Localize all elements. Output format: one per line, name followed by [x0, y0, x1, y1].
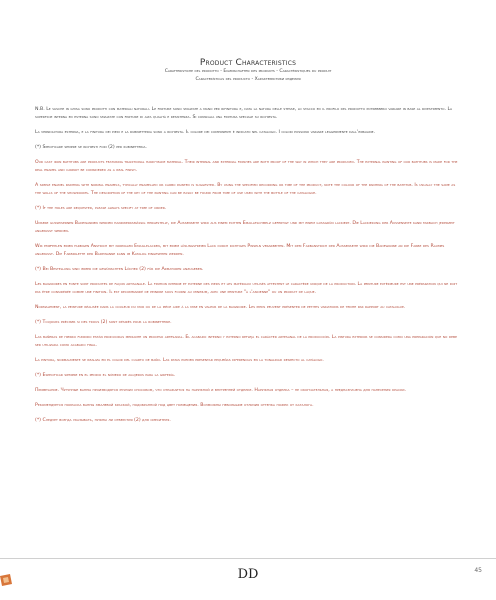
paragraph: Normalement, la peinture réalisée dans la couleur du mur ou de la pièce aide à la mise en valeur de la baignoire. Les pieds peuvent présenter de petites variations de teinte par rapport au catalogue. [35, 305, 406, 310]
brand-logo [230, 565, 266, 581]
paragraph: Примечание. Чугунные ванны производятся ручным способом, что отражается на наружной и внутренней отделке. Наружная отделка – не окончательная, а предназначена для нанесения краски. [35, 388, 406, 393]
paragraph: (*) Следует всегда указывать, нужны ли отверстия (2) для смесителя. [35, 418, 171, 423]
paragraph: Unsere gusseisernen Badewannen werden handwerksmäßig hergestellt, die Aussenseite wird aus einem echten Emailleschmelz gefertigt und mit einem gussgrün lackiert. Die Lackierung der Aussenseite kann farblich jederzeit angepasst werden. [35, 221, 455, 234]
corner-tab-icon [0, 574, 12, 586]
paragraph: (*) Bei Bestellung sind immer die gewünschten Löcher (2) für die Armaturen anzugeben. [35, 267, 204, 272]
footer-divider [0, 558, 496, 559]
paragraph: Les baignoires en fonte sont produites de façon artisanale. La finition interne et externe des pieds et les matériaux utilisés attestent le caractère unique de la production. La peinture extérieure est une préparation qui ne doit pas être considérée comme une finition. Il est recommandé de peindre sous fourni au minimum, avec une peinture "à l'ancienne" ou un produit de laque. [35, 282, 458, 295]
paragraph: La pintura, normalmente se realiza en el color del cuarto de baño. Las patas pueden presentar pequeñas diferencias en la tonalidad respecto al catálogo. [35, 358, 324, 363]
paragraph: (*) Especificar siempre en el pedido el número de agujeros para la grifería. [35, 373, 176, 378]
paragraph: Wir empfehlen einen farbigen Anstrich mit normalen Emaillelacken, mit einem lösungsfreien Lack durch richtiges Pinseln verarbeiten. Mit dem Farbanstrich der Aussenseite wird die Badewanne an die Farbe des Raumes angepasst. Die Farbpalette der Badewanne kann im Katalog eingesehen werden. [35, 244, 445, 257]
page-subtitle-line-1: Caratteristiche del prodotto - Eigenschaften des produkts - Caractéristiques du produit [164, 69, 332, 74]
page-number: 45 [474, 567, 482, 574]
paragraph: Las bañeras de hierro fundido están producidas mediante un proceso artesanal. El acabado interno y externo refleja el carácter artesanal de la producción. La pintura exterior se considera como una preparación que no debe ser utilizada como acabado final. [35, 335, 458, 348]
page-subtitle-line-2: Características del producto - Характеристики изделия [195, 77, 301, 82]
page-header [0, 58, 496, 84]
paragraph: (*) Specificare sempre se richiesti fori (2) per rubinetteria. [35, 145, 147, 150]
paragraph: Our cast iron bathtubs are products featuring traditional hand-made material. Their internal and external finishes are both proof of the way in which they are produced. The external painting of our bathtubs is made for the real enamel and cannot be considered as a real finish. [35, 160, 458, 173]
page-title: Product Characteristics [199, 58, 297, 68]
paragraph: (*) Toujours préciser si des trous (2) sont désirés pour la robinetterie. [35, 320, 172, 325]
paragraph: Рекомендуется покраска ванны эмалевой краской, подобранной под цвет помещения. Возможны небольшие отличия оттенка ножек от каталога. [35, 403, 314, 408]
paragraph: La verniciatura esterna, e la finitura dei piedi e la rubinetteria sono a richiesta. Il colore dei componenti è indicato nel catalogo. I colori possono variare leggermente dall'immagine. [35, 130, 376, 135]
characteristics-text [35, 106, 461, 432]
paragraph: N.B. Le vasche in ghisa sono prodotti con materiali naturali. Le finiture sono smaltate a mano per rifinitura e, data la natura delle stesse, lo stacco ed il profilo del prodotto potrebbero variare in base al rivestimento. La superficie interna ed esterna sono smaltate con finiture di alta qualità e resistenza. Si consiglia una finitura speciale su richiesta. [35, 107, 453, 120]
brand-logo-text: DD [237, 567, 259, 581]
paragraph: (*) If the holes are requested, please always specify at time of order. [35, 206, 167, 211]
paragraph: A simple enamel painting with normal enamels, typically enamelled or carbo painted is suggested. By using the specified recording or time of the product, note the colour of the painting of the bathtub. Is usually the same as the walls of the showrooms. The description of the key of the painting can be easily be found from time of use used with the bottle of the catalogue. [35, 183, 456, 196]
